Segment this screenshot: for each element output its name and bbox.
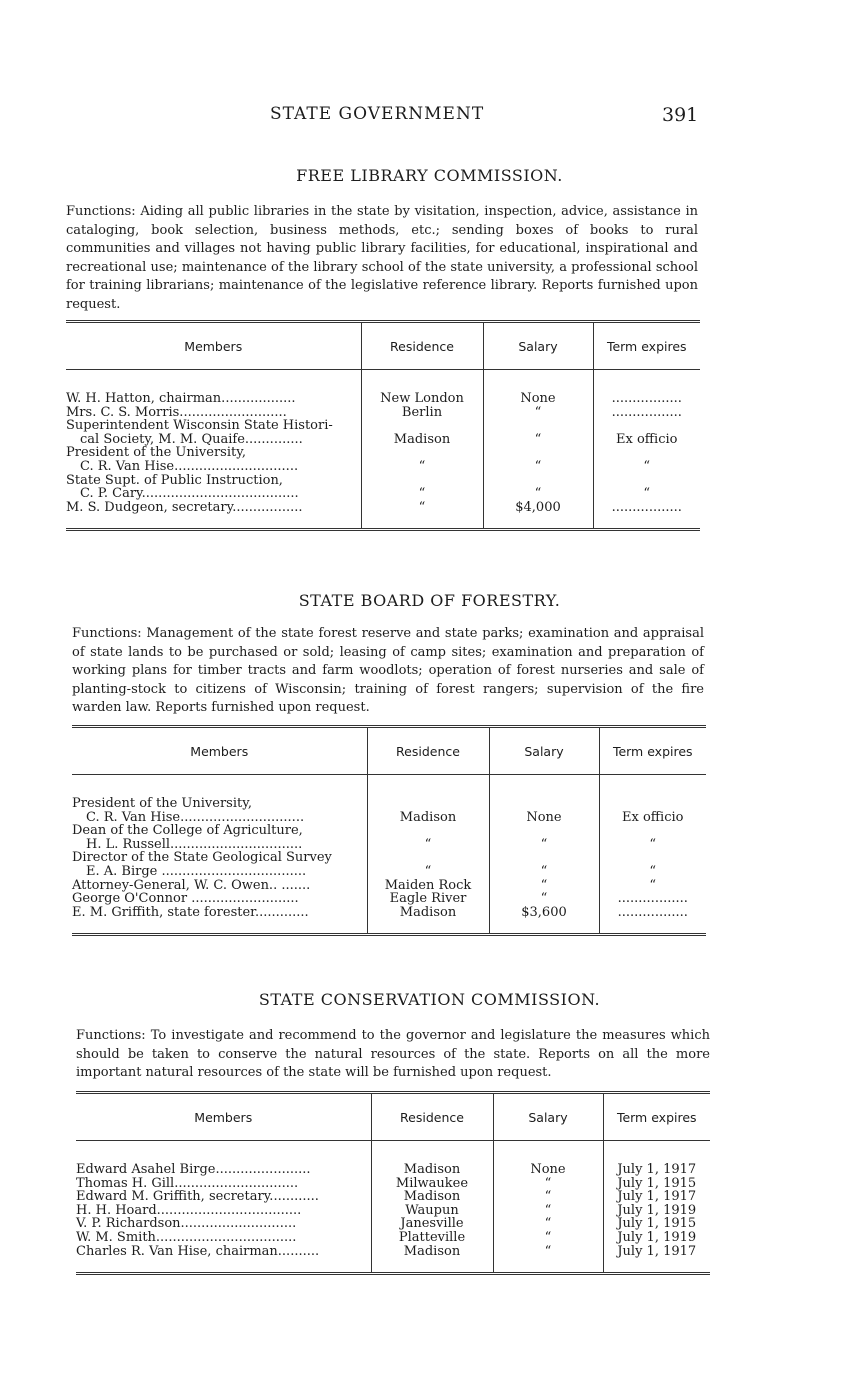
cell-salary: None bbox=[483, 392, 593, 406]
table-row bbox=[76, 1231, 710, 1245]
cell-members: C. R. Van Hise.............................. bbox=[66, 460, 361, 474]
column-header-members: Members bbox=[76, 1093, 371, 1141]
cell-members: E. A. Birge ................................... bbox=[72, 865, 367, 879]
cell-residence: Madison bbox=[361, 433, 483, 447]
cell-residence: New London bbox=[361, 392, 483, 406]
cell-salary bbox=[489, 851, 599, 865]
cell-term-expires: July 1, 1915 bbox=[617, 1216, 697, 1232]
cell-term-expires: July 1, 1917 bbox=[617, 1162, 697, 1177]
cell-residence bbox=[367, 797, 489, 811]
cell-residence: Janesville bbox=[371, 1217, 493, 1231]
cell-term-expires: ................. bbox=[611, 391, 682, 406]
cell-salary: $4,000 bbox=[483, 501, 593, 515]
cell-members: Mrs. C. S. Morris.......................... bbox=[66, 406, 361, 420]
page-number: 391 bbox=[662, 104, 699, 126]
table-row bbox=[72, 811, 706, 825]
table-row bbox=[76, 1204, 710, 1218]
column-header-salary: Salary bbox=[493, 1093, 603, 1141]
cell-members: Attorney-General, W. C. Owen.. ....... bbox=[72, 879, 367, 893]
section-forestry bbox=[0, 591, 859, 715]
section-conservation bbox=[0, 990, 859, 1080]
cell-members: Edward Asahel Birge....................... bbox=[76, 1163, 371, 1177]
column-header-residence: Residence bbox=[367, 727, 489, 775]
cell-salary bbox=[483, 446, 593, 460]
functions-text: Functions: Management of the state forest reserve and state parks; examination and appraisal of state lands to be purchased or sold; leasing of camp sites; examination and preparation of working plans for timber tracts and farm woodlots; operation of forest nurseries and sale of planting-stock to citizens of Wisconsin; training of forest rangers; supervision of the fire warden law. Reports furnished upon request. bbox=[72, 626, 704, 715]
cell-salary: “ bbox=[493, 1177, 603, 1191]
cell-salary: “ bbox=[493, 1204, 603, 1218]
cell-salary: “ bbox=[489, 879, 599, 893]
cell-salary bbox=[489, 824, 599, 838]
cell-salary: “ bbox=[489, 865, 599, 879]
cell-members: Thomas H. Gill.............................. bbox=[76, 1177, 371, 1191]
cell-residence bbox=[361, 474, 483, 488]
cell-salary: “ bbox=[489, 892, 599, 906]
cell-members: George O'Connor .......................... bbox=[72, 892, 367, 906]
table-row bbox=[76, 1177, 710, 1191]
cell-term-expires: “ bbox=[649, 877, 657, 893]
members-table bbox=[66, 320, 700, 531]
cell-residence: “ bbox=[361, 460, 483, 474]
section-title: STATE BOARD OF FORESTRY. bbox=[298, 591, 561, 610]
cell-members: H. H. Hoard................................... bbox=[76, 1204, 371, 1218]
cell-residence: Madison bbox=[367, 906, 489, 920]
column-header-salary: Salary bbox=[483, 322, 593, 370]
table-row bbox=[66, 446, 700, 460]
cell-term-expires bbox=[599, 797, 706, 811]
cell-residence: Maiden Rock bbox=[367, 879, 489, 893]
cell-residence: Eagle River bbox=[367, 892, 489, 906]
table-row bbox=[72, 879, 706, 893]
cell-term-expires: July 1, 1915 bbox=[617, 1175, 697, 1191]
cell-residence bbox=[367, 824, 489, 838]
cell-members: President of the University, bbox=[66, 446, 361, 460]
cell-residence: Milwaukee bbox=[371, 1177, 493, 1191]
cell-members: Edward M. Griffith, secretary............ bbox=[76, 1190, 371, 1204]
table-row bbox=[76, 1190, 710, 1204]
column-header-term-expires: Term expires bbox=[599, 727, 706, 775]
cell-members: Charles R. Van Hise, chairman.......... bbox=[76, 1245, 371, 1259]
cell-residence: Madison bbox=[371, 1190, 493, 1204]
cell-salary: “ bbox=[483, 433, 593, 447]
column-header-residence: Residence bbox=[361, 322, 483, 370]
column-header-members: Members bbox=[72, 727, 367, 775]
cell-term-expires: July 1, 1917 bbox=[617, 1243, 697, 1259]
cell-term-expires bbox=[599, 851, 706, 865]
section-title: FREE LIBRARY COMMISSION. bbox=[296, 166, 563, 185]
cell-term-expires: Ex officio bbox=[616, 431, 678, 447]
column-header-members: Members bbox=[66, 322, 361, 370]
cell-term-expires: “ bbox=[649, 836, 657, 852]
cell-members: President of the University, bbox=[72, 797, 367, 811]
table-row bbox=[72, 824, 706, 838]
cell-residence: Madison bbox=[371, 1163, 493, 1177]
cell-salary bbox=[483, 419, 593, 433]
section-free-library bbox=[0, 166, 859, 312]
cell-salary: “ bbox=[493, 1245, 603, 1259]
functions-text: Functions: Aiding all public libraries in the state by visitation, inspection, advice, assistance in cataloging, book selection, business methods, etc.; sending boxes of books to rural communities and villages not having public library facilities, for educational, inspirational and recreational use; maintenance of the library school of the state university, a professional school for training librarians; maintenance of the legislative reference library. Reports furnished upon request. bbox=[66, 204, 698, 312]
cell-residence: “ bbox=[367, 838, 489, 852]
cell-residence: Waupun bbox=[371, 1204, 493, 1218]
table-row bbox=[66, 433, 700, 447]
cell-members: V. P. Richardson............................ bbox=[76, 1217, 371, 1231]
table-row bbox=[72, 865, 706, 879]
cell-members: M. S. Dudgeon, secretary................. bbox=[66, 501, 361, 515]
cell-residence: Berlin bbox=[361, 406, 483, 420]
cell-term-expires: July 1, 1917 bbox=[617, 1189, 697, 1205]
cell-term-expires: July 1, 1919 bbox=[617, 1229, 697, 1245]
cell-term-expires: ................. bbox=[617, 904, 688, 920]
cell-term-expires bbox=[593, 419, 700, 433]
cell-term-expires: “ bbox=[643, 458, 651, 474]
column-header-salary: Salary bbox=[489, 727, 599, 775]
cell-salary: “ bbox=[493, 1190, 603, 1204]
functions-text: Functions: To investigate and recommend to the governor and legislature the measures which should be taken to conserve the natural resources of the state. Reports on all the more important natural resources of the state will be furnished upon request. bbox=[76, 1028, 710, 1080]
cell-salary bbox=[489, 797, 599, 811]
page-header bbox=[0, 104, 859, 130]
cell-residence: Madison bbox=[367, 811, 489, 825]
cell-salary: “ bbox=[483, 460, 593, 474]
cell-residence bbox=[367, 851, 489, 865]
table-row bbox=[66, 419, 700, 433]
cell-members: C. R. Van Hise.............................. bbox=[72, 811, 367, 825]
cell-residence bbox=[361, 446, 483, 460]
cell-members: C. P. Cary...................................... bbox=[66, 487, 361, 501]
column-header-residence: Residence bbox=[371, 1093, 493, 1141]
table-row bbox=[66, 406, 700, 420]
cell-term-expires bbox=[593, 474, 700, 488]
members-table bbox=[72, 725, 706, 936]
cell-term-expires: ................. bbox=[611, 499, 682, 515]
cell-members: H. L. Russell................................ bbox=[72, 838, 367, 852]
cell-term-expires: “ bbox=[643, 486, 651, 502]
cell-residence bbox=[361, 419, 483, 433]
cell-term-expires bbox=[599, 824, 706, 838]
table-row bbox=[72, 851, 706, 865]
table-row bbox=[76, 1245, 710, 1259]
cell-members: Dean of the College of Agriculture, bbox=[72, 824, 367, 838]
cell-salary: “ bbox=[483, 487, 593, 501]
cell-term-expires: ................. bbox=[617, 891, 688, 907]
cell-members: Superintendent Wisconsin State Histori- bbox=[66, 419, 361, 433]
cell-members: W. M. Smith.................................. bbox=[76, 1231, 371, 1245]
cell-members: cal Society, M. M. Quaife.............. bbox=[66, 433, 361, 447]
cell-members: Director of the State Geological Survey bbox=[72, 851, 367, 865]
cell-residence: “ bbox=[361, 501, 483, 515]
table-row bbox=[76, 1217, 710, 1231]
table-row bbox=[66, 474, 700, 488]
table-row bbox=[76, 1163, 710, 1177]
cell-members: State Supt. of Public Instruction, bbox=[66, 474, 361, 488]
table-row bbox=[66, 487, 700, 501]
cell-salary: “ bbox=[489, 838, 599, 852]
running-head: STATE GOVERNMENT bbox=[270, 104, 485, 124]
members-table bbox=[76, 1091, 710, 1275]
cell-salary: “ bbox=[483, 406, 593, 420]
table-row bbox=[66, 392, 700, 406]
column-header-term-expires: Term expires bbox=[593, 322, 700, 370]
cell-term-expires bbox=[593, 446, 700, 460]
cell-residence: “ bbox=[367, 865, 489, 879]
table-row bbox=[72, 892, 706, 906]
cell-term-expires: “ bbox=[649, 863, 657, 879]
cell-salary: None bbox=[489, 811, 599, 825]
cell-residence: “ bbox=[361, 487, 483, 501]
cell-residence: Platteville bbox=[371, 1231, 493, 1245]
column-header-term-expires: Term expires bbox=[603, 1093, 710, 1141]
cell-term-expires: July 1, 1919 bbox=[617, 1202, 697, 1218]
cell-term-expires: Ex officio bbox=[622, 809, 684, 825]
cell-residence: Madison bbox=[371, 1245, 493, 1259]
table-row bbox=[72, 797, 706, 811]
section-title: STATE CONSERVATION COMMISSION. bbox=[258, 990, 601, 1009]
cell-salary: None bbox=[493, 1163, 603, 1177]
cell-salary bbox=[483, 474, 593, 488]
table-row bbox=[72, 838, 706, 852]
table-row bbox=[66, 501, 700, 515]
cell-salary: “ bbox=[493, 1231, 603, 1245]
table-row bbox=[72, 906, 706, 920]
table-row bbox=[66, 460, 700, 474]
cell-members: E. M. Griffith, state forester............. bbox=[72, 906, 367, 920]
cell-members: W. H. Hatton, chairman.................. bbox=[66, 392, 361, 406]
cell-salary: $3,600 bbox=[489, 906, 599, 920]
cell-salary: “ bbox=[493, 1217, 603, 1231]
cell-term-expires: ................. bbox=[611, 404, 682, 420]
